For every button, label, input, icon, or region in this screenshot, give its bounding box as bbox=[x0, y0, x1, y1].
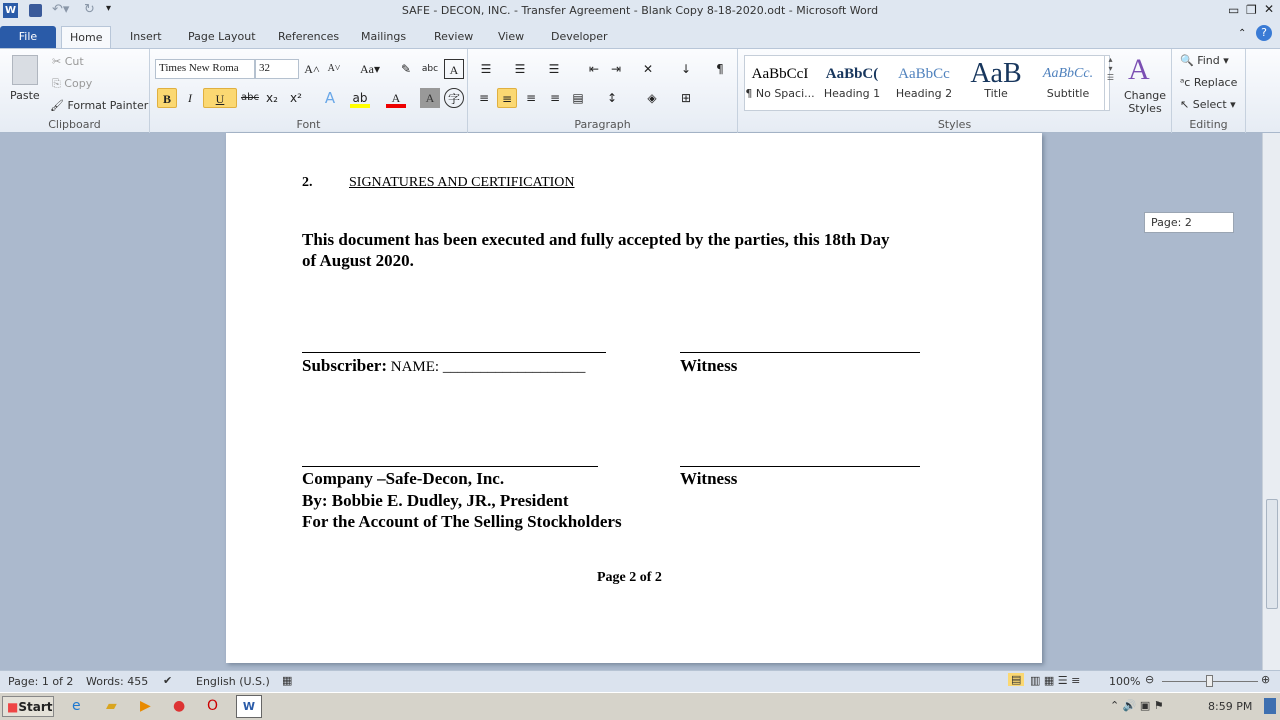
tab-references[interactable]: References bbox=[278, 30, 340, 43]
account-line: For the Account of The Selling Stockholders bbox=[302, 512, 622, 531]
vertical-scrollbar[interactable] bbox=[1262, 133, 1280, 670]
clipboard-group bbox=[0, 49, 150, 133]
style-name: Heading 2 bbox=[895, 87, 953, 100]
language[interactable]: English (U.S.) bbox=[196, 675, 270, 688]
explorer-icon[interactable]: ▰ bbox=[106, 698, 117, 714]
status-bar bbox=[0, 670, 1280, 692]
quick-access-customize-icon[interactable]: ▾ bbox=[106, 3, 112, 14]
change-styles-icon: A bbox=[1128, 53, 1150, 86]
zoom-slider-handle[interactable] bbox=[1206, 675, 1213, 687]
align-left-icon[interactable]: ≡ bbox=[478, 91, 490, 105]
word-count[interactable]: Words: 455 bbox=[86, 675, 149, 688]
signature-line bbox=[302, 466, 598, 467]
section-number: 2. bbox=[302, 175, 313, 190]
word-taskbar-icon[interactable]: W bbox=[236, 695, 262, 718]
style-preview: AaBbCc. bbox=[1042, 66, 1094, 81]
superscript-icon[interactable]: x² bbox=[290, 91, 302, 105]
editing-label: Editing bbox=[1189, 118, 1228, 131]
find-label: Find bbox=[1197, 54, 1220, 67]
section-title: SIGNATURES AND CERTIFICATION bbox=[349, 175, 575, 190]
clear-formatting-icon[interactable]: ✎ bbox=[400, 62, 412, 76]
scrollbar-thumb[interactable] bbox=[1266, 499, 1278, 609]
increase-indent-icon[interactable]: ⇥ bbox=[610, 62, 622, 76]
style-preview: AaB bbox=[970, 58, 1022, 89]
tab-home[interactable]: Home bbox=[61, 26, 111, 48]
opera-icon[interactable]: O bbox=[207, 698, 219, 714]
by-line: By: Bobbie E. Dudley, JR., President bbox=[302, 491, 569, 510]
font-name-input[interactable]: Times New Roma bbox=[155, 59, 255, 79]
tab-mailings[interactable]: Mailings bbox=[361, 30, 407, 43]
zoom-out-icon[interactable]: ⊖ bbox=[1145, 673, 1155, 686]
subscriber-line bbox=[302, 356, 585, 376]
chrome-icon[interactable]: ● bbox=[173, 698, 186, 714]
page-tooltip: Page: 2 bbox=[1144, 212, 1234, 233]
decrease-indent-icon[interactable]: ⇤ bbox=[588, 62, 600, 76]
cut-label: Cut bbox=[64, 55, 84, 68]
distributed-icon[interactable]: ▤ bbox=[572, 91, 584, 105]
italic-button[interactable]: I bbox=[188, 91, 192, 105]
subscript-icon[interactable]: x₂ bbox=[266, 91, 278, 105]
styles-scroll[interactable]: ▴ ▾ ☰ bbox=[1104, 55, 1116, 111]
start-label: Start bbox=[18, 700, 53, 714]
ribbon-tabs bbox=[0, 22, 1280, 48]
editing-group bbox=[1172, 49, 1246, 133]
style-preview: AaBbCcI bbox=[751, 66, 809, 82]
strikethrough-icon[interactable]: abc bbox=[241, 92, 259, 103]
ribbon bbox=[0, 48, 1280, 133]
style-preview: AaBbC( bbox=[825, 66, 879, 82]
tray-icons[interactable]: ⌃ 🔊 ▣ ⚑ bbox=[1110, 699, 1164, 712]
tab-review[interactable]: Review bbox=[434, 30, 474, 43]
asian-layout-icon[interactable]: ✕ bbox=[642, 62, 654, 76]
tab-insert[interactable]: Insert bbox=[130, 30, 162, 43]
word-icon[interactable]: W bbox=[4, 5, 17, 16]
view-mode-icons[interactable]: ▥ ▦ ☰ ≡ bbox=[1030, 674, 1081, 687]
restore-button[interactable]: ❐ bbox=[1246, 3, 1257, 17]
style-name: Title bbox=[984, 87, 1008, 100]
paragraph-label: Paragraph bbox=[574, 118, 631, 131]
bold-button[interactable]: B bbox=[157, 88, 177, 108]
witness-label: Witness bbox=[680, 469, 738, 488]
sort-icon[interactable]: ↓ bbox=[680, 62, 692, 76]
redo-icon[interactable]: ↻ bbox=[84, 2, 95, 17]
copy-button[interactable]: ⎘ Copy bbox=[52, 77, 93, 90]
show-formatting-icon[interactable]: ¶ bbox=[716, 62, 724, 76]
paste-icon bbox=[12, 55, 38, 85]
highlight-icon[interactable]: ab bbox=[350, 88, 370, 108]
style-title[interactable] bbox=[960, 58, 1032, 100]
paragraph-line-2: of August 2020. bbox=[302, 251, 414, 270]
document-page[interactable] bbox=[226, 133, 1042, 663]
line-spacing-icon[interactable]: ↕ bbox=[606, 91, 618, 105]
witness-label: Witness bbox=[680, 356, 738, 375]
multilevel-list-icon[interactable]: ☰ bbox=[548, 62, 560, 76]
tab-page-layout[interactable]: Page Layout bbox=[188, 30, 256, 43]
align-right-icon[interactable]: ≡ bbox=[525, 91, 537, 105]
page-count[interactable]: Page: 1 of 2 bbox=[8, 675, 74, 688]
style-name: Subtitle bbox=[1046, 87, 1090, 100]
macro-icon[interactable]: ▦ bbox=[282, 674, 293, 687]
style-heading-1[interactable] bbox=[816, 61, 888, 100]
minimize-button[interactable]: ▭ bbox=[1228, 3, 1240, 17]
font-label: Font bbox=[296, 118, 321, 131]
tab-developer[interactable]: Developer bbox=[551, 30, 608, 43]
styles-label: Styles bbox=[937, 118, 972, 131]
window-title: SAFE - DECON, INC. - Transfer Agreement - Blank Copy 8-18-2020.odt - Microsoft Word bbox=[401, 4, 879, 17]
minimize-ribbon-icon[interactable]: ⌃ bbox=[1238, 28, 1247, 39]
paragraph-line-1: This document has been executed and fully accepted by the parties, this 18th Day bbox=[302, 230, 890, 249]
close-button[interactable]: ✕ bbox=[1264, 2, 1275, 16]
align-center-icon[interactable]: ≡ bbox=[497, 88, 517, 108]
font-size-input[interactable]: 32 bbox=[255, 59, 299, 79]
company-line: Company –Safe-Decon, Inc. bbox=[302, 469, 505, 488]
style-subtitle[interactable] bbox=[1032, 61, 1104, 100]
format-painter-button[interactable]: 🖌 Format Painter bbox=[50, 99, 149, 112]
subscriber-label: Subscriber: bbox=[302, 356, 387, 375]
media-player-icon[interactable]: ▶ bbox=[140, 698, 151, 714]
ie-icon[interactable]: e bbox=[72, 698, 81, 714]
paragraph-group bbox=[468, 49, 738, 133]
tab-file[interactable]: File bbox=[0, 26, 56, 48]
styles-group bbox=[738, 49, 1172, 133]
print-layout-icon[interactable]: ▤ bbox=[1008, 673, 1024, 686]
numbering-icon[interactable]: ☰ bbox=[514, 62, 526, 76]
taskbar bbox=[0, 692, 1280, 720]
select-label: Select bbox=[1192, 98, 1227, 111]
shading-icon[interactable]: ◈ bbox=[647, 91, 657, 105]
style-no-spacing[interactable] bbox=[744, 61, 816, 100]
replace-button[interactable]: ᵃc Replace bbox=[1180, 76, 1238, 89]
change-styles-button[interactable]: Change Styles bbox=[1123, 89, 1167, 115]
tab-view[interactable]: View bbox=[498, 30, 525, 43]
font-color-icon[interactable]: A bbox=[386, 88, 406, 108]
signature-line bbox=[680, 466, 920, 467]
style-preview: AaBbCc bbox=[898, 66, 950, 82]
justify-icon[interactable]: ≡ bbox=[549, 91, 561, 105]
zoom-in-icon[interactable]: ⊕ bbox=[1261, 673, 1271, 686]
proofing-icon[interactable]: ✔ bbox=[163, 674, 173, 687]
enclose-characters-icon[interactable]: 字 bbox=[444, 88, 464, 108]
title-bar bbox=[0, 0, 1280, 22]
grow-font-icon[interactable]: A˄ bbox=[304, 62, 320, 76]
clock[interactable]: 8:59 PM bbox=[1208, 700, 1253, 713]
style-name: Heading 1 bbox=[823, 87, 881, 100]
character-shading-icon[interactable]: A bbox=[420, 88, 440, 108]
page-footer: Page 2 of 2 bbox=[597, 570, 662, 585]
style-name: ¶ No Spaci... bbox=[745, 87, 815, 100]
subscriber-name: NAME: ___________________ bbox=[387, 359, 586, 375]
borders-icon[interactable]: ⊞ bbox=[680, 91, 692, 105]
start-button[interactable]: ■Start bbox=[2, 696, 54, 717]
undo-icon[interactable]: ↶▾ bbox=[52, 2, 70, 17]
style-heading-2[interactable] bbox=[888, 61, 960, 100]
change-case-icon[interactable]: Aa▾ bbox=[359, 62, 380, 76]
help-icon[interactable]: ? bbox=[1256, 25, 1272, 41]
phonetic-guide-icon[interactable]: abc bbox=[421, 64, 439, 74]
zoom-level[interactable]: 100% bbox=[1109, 675, 1141, 688]
signature-line bbox=[302, 352, 606, 353]
character-border-icon[interactable]: A bbox=[444, 59, 464, 79]
find-button[interactable]: 🔍 Find ▾ bbox=[1180, 54, 1229, 67]
shrink-font-icon[interactable]: A˅ bbox=[327, 63, 341, 74]
paste-button[interactable]: Paste bbox=[10, 89, 40, 102]
clipboard-label: Clipboard bbox=[48, 118, 101, 131]
underline-button[interactable]: U bbox=[203, 88, 237, 108]
signature-line bbox=[680, 352, 920, 353]
copy-label: Copy bbox=[64, 77, 93, 90]
bullets-icon[interactable]: ☰ bbox=[480, 62, 492, 76]
replace-label: Replace bbox=[1193, 76, 1238, 89]
font-group bbox=[150, 49, 468, 133]
show-desktop-button[interactable] bbox=[1264, 698, 1276, 714]
format-painter-label: Format Painter bbox=[67, 99, 149, 112]
cut-button[interactable]: ✂ Cut bbox=[52, 55, 84, 68]
select-button[interactable]: ↖ Select ▾ bbox=[1180, 98, 1236, 111]
text-effects-icon[interactable]: A bbox=[324, 89, 336, 107]
